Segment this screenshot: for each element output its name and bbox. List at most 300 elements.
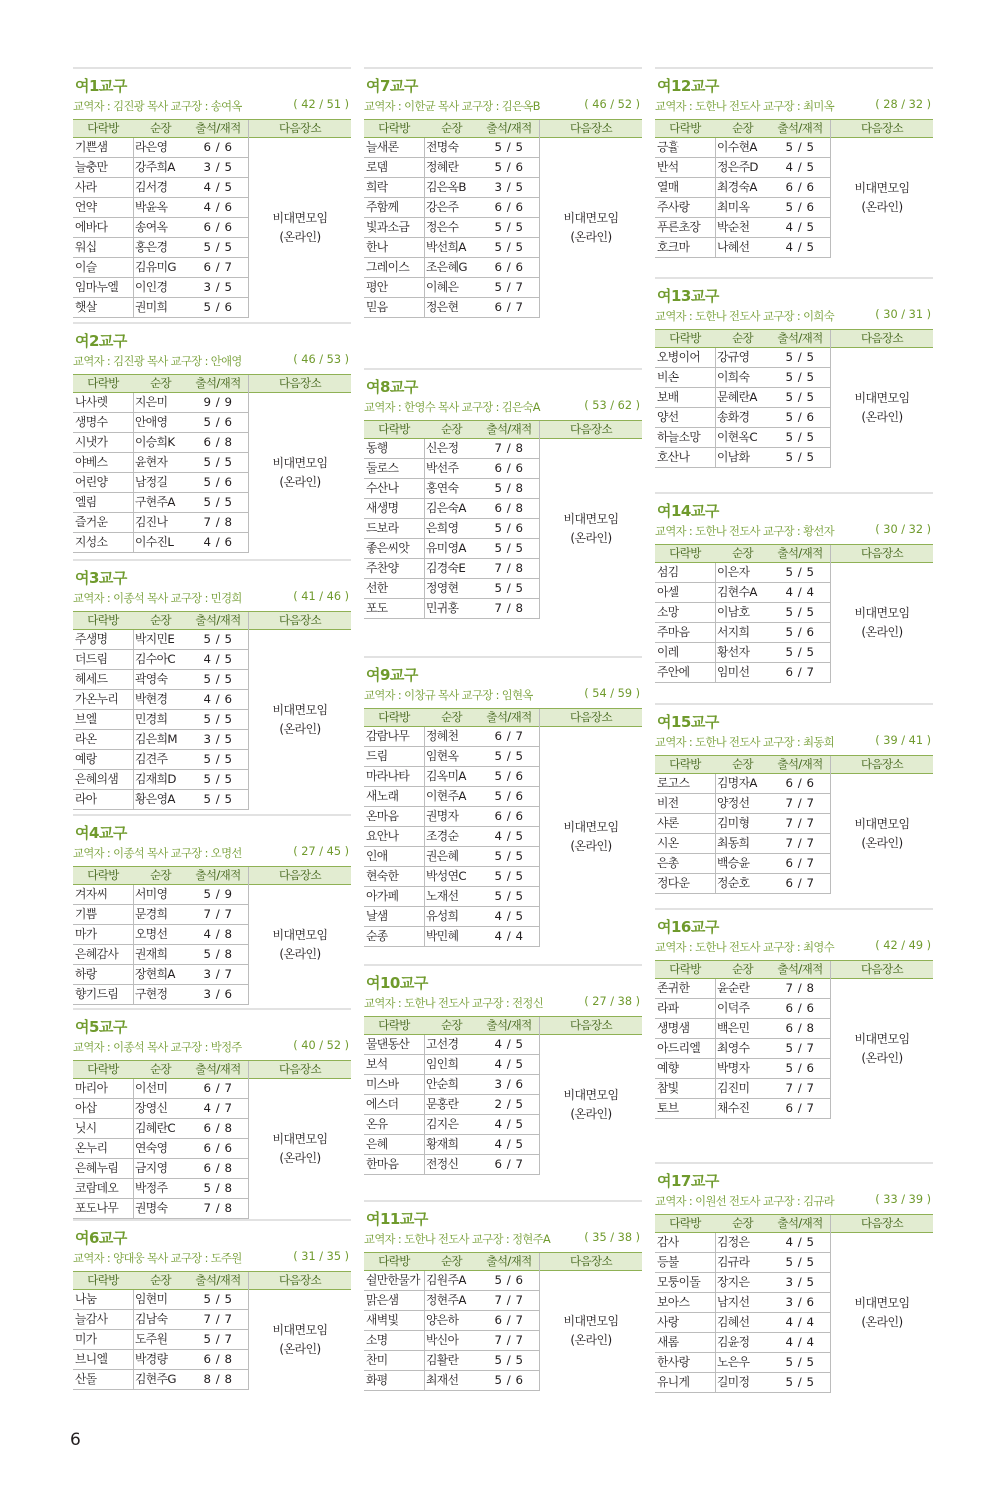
table-row — [73, 1119, 248, 1139]
group-name: 새생명 — [366, 501, 399, 515]
group-name: 기쁜샘 — [75, 140, 108, 154]
next-location-line: 비대면모임 — [854, 817, 910, 831]
column-divider — [715, 979, 716, 1119]
group-name: 찬미 — [366, 1353, 388, 1367]
attendance-count: 4 / 4 — [494, 929, 524, 943]
next-location-line: (온라인) — [279, 947, 321, 961]
leader-name: 박윤옥 — [135, 200, 168, 214]
column-header: 순장 — [731, 546, 754, 560]
attendance-count: 3 / 5 — [203, 160, 233, 174]
leader-name: 박선희A — [426, 240, 466, 254]
leader-name: 최경숙A — [717, 180, 757, 194]
district-info — [655, 1193, 933, 1209]
attendance-count: 6 / 6 — [494, 809, 524, 823]
group-name: 은혜감사 — [75, 947, 119, 961]
table-row — [364, 519, 539, 539]
attendance-count: 6 / 7 — [494, 729, 524, 743]
leader-name: 이덕주 — [717, 1001, 750, 1015]
attendance-ratio: ( 42 / 49 ) — [875, 939, 931, 952]
table-row — [73, 710, 248, 730]
attendance-count: 7 / 8 — [203, 515, 233, 529]
table-row — [364, 907, 539, 927]
attendance-ratio: ( 41 / 46 ) — [293, 590, 349, 603]
column-divider — [133, 1079, 134, 1219]
column-header: 다음장소 — [860, 331, 904, 345]
attendance-count: 6 / 7 — [203, 1081, 233, 1095]
next-location — [831, 179, 933, 217]
attendance-count: 5 / 8 — [494, 481, 524, 495]
table-row — [73, 1290, 248, 1310]
leader-name: 김남숙 — [135, 1312, 168, 1326]
attendance-count: 5 / 5 — [785, 140, 815, 154]
table-row — [73, 218, 248, 238]
table-row — [364, 198, 539, 218]
table-row — [73, 453, 248, 473]
table-row — [655, 1079, 830, 1099]
group-name: 생명샘 — [657, 1021, 690, 1035]
leader-name: 박경량 — [135, 1352, 168, 1366]
table-body — [73, 138, 351, 318]
attendance-count: 7 / 8 — [494, 441, 524, 455]
next-location — [540, 1086, 642, 1124]
table-row — [73, 905, 248, 925]
section-top-rule — [655, 703, 933, 705]
leader-name: 안애영 — [135, 415, 168, 429]
table-row — [73, 473, 248, 493]
table-row — [73, 1350, 248, 1370]
group-name: 오병이어 — [657, 350, 701, 364]
attendance-count: 3 / 6 — [203, 987, 233, 1001]
pastor-leader-info: 교역자 : 김진광 목사 교구장 : 안애영 — [73, 355, 242, 368]
attendance-count: 5 / 8 — [203, 947, 233, 961]
pastor-leader-info: 교역자 : 도한나 전도사 교구장 : 전정신 — [364, 997, 544, 1010]
attendance-count: 5 / 8 — [203, 1181, 233, 1195]
column-header: 출석/재적 — [486, 710, 532, 724]
table-header — [364, 420, 642, 439]
next-location — [831, 389, 933, 427]
column-divider — [424, 439, 425, 619]
leader-name: 정은현 — [426, 300, 459, 314]
group-name: 이슬 — [75, 260, 97, 274]
leader-name: 정혜란 — [426, 160, 459, 174]
column-header: 다락방 — [669, 331, 701, 345]
next-location — [540, 818, 642, 856]
attendance-ratio: ( 46 / 52 ) — [584, 98, 640, 111]
district-title: 여6교구 — [75, 1229, 127, 1247]
attendance-count: 4 / 5 — [785, 1235, 815, 1249]
table-row — [73, 1199, 248, 1219]
table-body — [655, 979, 933, 1119]
attendance-count: 4 / 6 — [203, 692, 233, 706]
attendance-count: 5 / 5 — [785, 565, 815, 579]
group-name: 어린양 — [75, 475, 108, 489]
column-header: 다음장소 — [569, 121, 613, 135]
attendance-count: 4 / 5 — [785, 220, 815, 234]
leader-name: 송여옥 — [135, 220, 168, 234]
column-header: 출석/재적 — [777, 962, 823, 976]
table-row — [364, 298, 539, 318]
table-row — [73, 258, 248, 278]
group-name: 포도나무 — [75, 1201, 119, 1215]
leader-name: 김활란 — [426, 1353, 459, 1367]
attendance-ratio: ( 35 / 38 ) — [584, 1231, 640, 1244]
column-header: 출석/재적 — [777, 546, 823, 560]
leader-name: 김혜란C — [135, 1121, 176, 1135]
leader-name: 김진미 — [717, 1081, 750, 1095]
group-name: 평안 — [366, 280, 388, 294]
leader-name: 도주원 — [135, 1332, 168, 1346]
attendance-count: 5 / 5 — [785, 1355, 815, 1369]
group-name: 하랑 — [75, 967, 97, 981]
leader-name: 정은수 — [426, 220, 459, 234]
next-location — [249, 1321, 351, 1359]
column-header: 다음장소 — [569, 1254, 613, 1268]
table-row — [655, 348, 830, 368]
leader-name: 이남화 — [717, 450, 750, 464]
table-row — [73, 650, 248, 670]
table-header — [73, 866, 351, 885]
attendance-count: 6 / 6 — [785, 180, 815, 194]
column-header: 순장 — [440, 121, 463, 135]
column-header: 다음장소 — [278, 868, 322, 882]
group-name: 은혜 — [366, 1137, 388, 1151]
group-name: 새롬 — [657, 1335, 679, 1349]
district-title: 여1교구 — [75, 77, 127, 95]
next-location-line: (온라인) — [570, 531, 612, 545]
table-body — [364, 439, 642, 619]
attendance-count: 9 / 9 — [203, 395, 233, 409]
table-header — [364, 1252, 642, 1271]
column-header: 다음장소 — [860, 757, 904, 771]
leader-name: 박정주 — [135, 1181, 168, 1195]
table-row — [73, 945, 248, 965]
column-header: 다음장소 — [860, 962, 904, 976]
group-name: 소명 — [366, 1333, 388, 1347]
table-row — [73, 298, 248, 318]
table-row — [73, 138, 248, 158]
leader-name: 김견주 — [135, 752, 168, 766]
attendance-count: 3 / 7 — [203, 967, 233, 981]
attendance-count: 6 / 7 — [785, 1101, 815, 1115]
group-name: 라온 — [75, 732, 97, 746]
table-body — [655, 348, 933, 468]
attendance-count: 2 / 5 — [494, 1097, 524, 1111]
attendance-count: 5 / 5 — [494, 889, 524, 903]
leader-name: 이은자 — [717, 565, 750, 579]
column-header: 다음장소 — [278, 376, 322, 390]
district-info — [655, 734, 933, 750]
leader-name: 나혜선 — [717, 240, 750, 254]
attendance-count: 5 / 5 — [203, 455, 233, 469]
leader-name: 서미영 — [135, 887, 168, 901]
group-name: 동행 — [366, 441, 388, 455]
attendance-count: 7 / 7 — [494, 1333, 524, 1347]
table-body — [364, 727, 642, 947]
table-row — [364, 499, 539, 519]
leader-name: 연숙영 — [135, 1141, 168, 1155]
attendance-count: 4 / 5 — [203, 652, 233, 666]
group-name: 라아 — [75, 792, 97, 806]
table-row — [73, 630, 248, 650]
attendance-count: 5 / 7 — [494, 280, 524, 294]
leader-name: 김경숙E — [426, 561, 466, 575]
group-name: 은혜의샘 — [75, 772, 119, 786]
table-row — [73, 885, 248, 905]
attendance-count: 5 / 5 — [203, 495, 233, 509]
group-name: 온누리 — [75, 1141, 108, 1155]
group-name: 요안나 — [366, 829, 399, 843]
table-row — [655, 794, 830, 814]
group-name: 늘충만 — [75, 160, 108, 174]
leader-name: 박선주 — [426, 461, 459, 475]
next-location — [540, 510, 642, 548]
table-row — [73, 513, 248, 533]
leader-name: 정혜천 — [426, 729, 459, 743]
column-divider — [133, 1290, 134, 1390]
attendance-ratio: ( 27 / 38 ) — [584, 995, 640, 1008]
table-row — [364, 178, 539, 198]
next-location — [831, 1030, 933, 1068]
leader-name: 서지희 — [717, 625, 750, 639]
leader-name: 김정은 — [717, 1235, 750, 1249]
leader-name: 문혜란A — [717, 390, 757, 404]
table-header — [73, 119, 351, 138]
column-header: 다락방 — [669, 546, 701, 560]
pastor-leader-info: 교역자 : 이한균 목사 교구장 : 김은옥B — [364, 100, 540, 113]
section-top-rule — [364, 368, 642, 370]
attendance-count: 7 / 8 — [785, 981, 815, 995]
table-row — [655, 774, 830, 794]
table-body — [364, 1271, 642, 1391]
leader-name: 오명선 — [135, 927, 168, 941]
leader-name: 홍연숙 — [426, 481, 459, 495]
leader-name: 김유미G — [135, 260, 176, 274]
table-header — [655, 755, 933, 774]
group-name: 믿음 — [366, 300, 388, 314]
group-name: 온유 — [366, 1117, 388, 1131]
district-info — [364, 1231, 642, 1247]
group-name: 존귀한 — [657, 981, 690, 995]
attendance-ratio: ( 28 / 32 ) — [875, 98, 931, 111]
leader-name: 문홍란 — [426, 1097, 459, 1111]
attendance-count: 7 / 7 — [203, 907, 233, 921]
attendance-ratio: ( 42 / 51 ) — [293, 98, 349, 111]
group-name: 희락 — [366, 180, 388, 194]
attendance-count: 4 / 5 — [494, 1117, 524, 1131]
leader-name: 김재희D — [135, 772, 176, 786]
attendance-count: 4 / 5 — [494, 909, 524, 923]
pastor-leader-info: 교역자 : 도한나 전도사 교구장 : 이희숙 — [655, 310, 835, 323]
section-top-rule — [73, 1008, 351, 1010]
attendance-count: 7 / 8 — [494, 601, 524, 615]
leader-name: 정현주A — [426, 1293, 466, 1307]
leader-name: 김지은 — [426, 1117, 459, 1131]
leader-name: 이수현A — [717, 140, 757, 154]
column-divider — [133, 885, 134, 1005]
attendance-count: 5 / 5 — [203, 632, 233, 646]
leader-name: 권명자 — [426, 809, 459, 823]
table-row — [364, 158, 539, 178]
group-name: 양선 — [657, 410, 679, 424]
next-location-line: (온라인) — [861, 625, 903, 639]
attendance-count: 5 / 5 — [785, 1375, 815, 1389]
district-title: 여8교구 — [366, 378, 418, 396]
next-location-line: (온라인) — [279, 230, 321, 244]
attendance-count: 6 / 6 — [494, 461, 524, 475]
column-header: 순장 — [440, 1018, 463, 1032]
pastor-leader-info: 교역자 : 이종석 목사 교구장 : 오명선 — [73, 847, 242, 860]
leader-name: 황재희 — [426, 1137, 459, 1151]
attendance-count: 5 / 5 — [203, 712, 233, 726]
leader-name: 남정길 — [135, 475, 168, 489]
attendance-count: 6 / 6 — [203, 1141, 233, 1155]
next-location-line: (온라인) — [279, 475, 321, 489]
column-header: 다음장소 — [569, 710, 613, 724]
table-row — [73, 413, 248, 433]
table-body — [73, 630, 351, 810]
group-name: 에스더 — [366, 1097, 399, 1111]
attendance-count: 5 / 6 — [203, 475, 233, 489]
attendance-ratio: ( 39 / 41 ) — [875, 734, 931, 747]
next-location — [249, 1130, 351, 1168]
column-header: 다음장소 — [569, 422, 613, 436]
leader-name: 박신아 — [426, 1333, 459, 1347]
leader-name: 채수진 — [717, 1101, 750, 1115]
next-location — [831, 1294, 933, 1332]
table-row — [73, 1179, 248, 1199]
table-header — [655, 119, 933, 138]
leader-name: 최동희 — [717, 836, 750, 850]
next-location-line: (온라인) — [570, 1107, 612, 1121]
group-name: 더드림 — [75, 652, 108, 666]
group-name: 미가 — [75, 1332, 97, 1346]
next-location-line: (온라인) — [861, 1315, 903, 1329]
next-location — [831, 815, 933, 853]
column-divider — [424, 727, 425, 947]
attendance-ratio: ( 31 / 35 ) — [293, 1250, 349, 1263]
table-row — [364, 238, 539, 258]
column-header: 출석/재적 — [195, 1062, 241, 1076]
table-row — [364, 439, 539, 459]
leader-name: 박순천 — [717, 220, 750, 234]
section-top-rule — [655, 908, 933, 910]
attendance-count: 5 / 5 — [494, 869, 524, 883]
group-name: 주함께 — [366, 200, 399, 214]
group-name: 드보라 — [366, 521, 399, 535]
group-name: 감람나무 — [366, 729, 410, 743]
attendance-count: 8 / 8 — [203, 1372, 233, 1386]
column-header: 출석/재적 — [195, 1273, 241, 1287]
column-header: 다락방 — [87, 1062, 119, 1076]
table-row — [364, 1055, 539, 1075]
attendance-count: 6 / 7 — [203, 260, 233, 274]
leader-name: 이혜은 — [426, 280, 459, 294]
table-body — [655, 774, 933, 894]
group-name: 새벽빛 — [366, 1313, 399, 1327]
table-body — [73, 1290, 351, 1390]
table-row — [364, 1291, 539, 1311]
attendance-count: 3 / 6 — [494, 1077, 524, 1091]
table-row — [364, 1135, 539, 1155]
leader-name: 라은영 — [135, 140, 168, 154]
column-header: 순장 — [149, 1062, 172, 1076]
group-name: 비전 — [657, 796, 679, 810]
pastor-leader-info: 교역자 : 김진광 목사 교구장 : 송여옥 — [73, 100, 242, 113]
column-header: 출석/재적 — [486, 1254, 532, 1268]
column-header: 출석/재적 — [777, 121, 823, 135]
attendance-count: 4 / 5 — [203, 180, 233, 194]
leader-name: 윤현자 — [135, 455, 168, 469]
attendance-ratio: ( 54 / 59 ) — [584, 687, 640, 700]
table-row — [655, 1353, 830, 1373]
table-row — [73, 158, 248, 178]
next-location-line: 비대면모임 — [272, 211, 328, 225]
page-number: 6 — [70, 1430, 81, 1450]
group-name: 예랑 — [75, 752, 97, 766]
attendance-count: 5 / 5 — [494, 541, 524, 555]
attendance-ratio: ( 40 / 52 ) — [293, 1039, 349, 1052]
district-info — [655, 308, 933, 324]
column-header: 순장 — [731, 962, 754, 976]
column-header: 다음장소 — [860, 1216, 904, 1230]
attendance-count: 5 / 5 — [785, 370, 815, 384]
attendance-count: 5 / 5 — [494, 849, 524, 863]
column-header: 다락방 — [87, 121, 119, 135]
table-body — [364, 1035, 642, 1175]
attendance-count: 5 / 5 — [494, 240, 524, 254]
table-header — [73, 1060, 351, 1079]
group-name: 긍휼 — [657, 140, 679, 154]
attendance-count: 7 / 7 — [785, 836, 815, 850]
column-divider — [424, 138, 425, 318]
group-name: 라파 — [657, 1001, 679, 1015]
column-header: 다음장소 — [569, 1018, 613, 1032]
group-name: 반석 — [657, 160, 679, 174]
column-header: 순장 — [149, 121, 172, 135]
next-location-line: 비대면모임 — [854, 1296, 910, 1310]
attendance-count: 5 / 6 — [785, 200, 815, 214]
attendance-count: 6 / 8 — [203, 1161, 233, 1175]
table-row — [73, 433, 248, 453]
district-info — [655, 523, 933, 539]
leader-name: 김현수A — [717, 585, 757, 599]
leader-name: 윤순란 — [717, 981, 750, 995]
pastor-leader-info: 교역자 : 도한나 전도사 교구장 : 최미옥 — [655, 100, 835, 113]
table-row — [364, 258, 539, 278]
leader-name: 황선자 — [717, 645, 750, 659]
attendance-count: 5 / 5 — [785, 1255, 815, 1269]
leader-name: 이선미 — [135, 1081, 168, 1095]
leader-name: 이수진L — [135, 535, 174, 549]
leader-name: 권은혜 — [426, 849, 459, 863]
table-row — [655, 999, 830, 1019]
attendance-count: 6 / 7 — [494, 300, 524, 314]
district-title: 여16교구 — [657, 918, 719, 936]
leader-name: 장영신 — [135, 1101, 168, 1115]
group-name: 주사랑 — [657, 200, 690, 214]
column-header: 출석/재적 — [195, 121, 241, 135]
group-name: 마라나타 — [366, 769, 410, 783]
district-info — [73, 353, 351, 369]
leader-name: 임미선 — [717, 665, 750, 679]
attendance-count: 4 / 5 — [785, 160, 815, 174]
table-row — [655, 448, 830, 468]
group-name: 토브 — [657, 1101, 679, 1115]
leader-name: 장지은 — [717, 1275, 750, 1289]
table-header — [73, 374, 351, 393]
attendance-count: 6 / 8 — [203, 1352, 233, 1366]
attendance-count: 3 / 5 — [494, 180, 524, 194]
